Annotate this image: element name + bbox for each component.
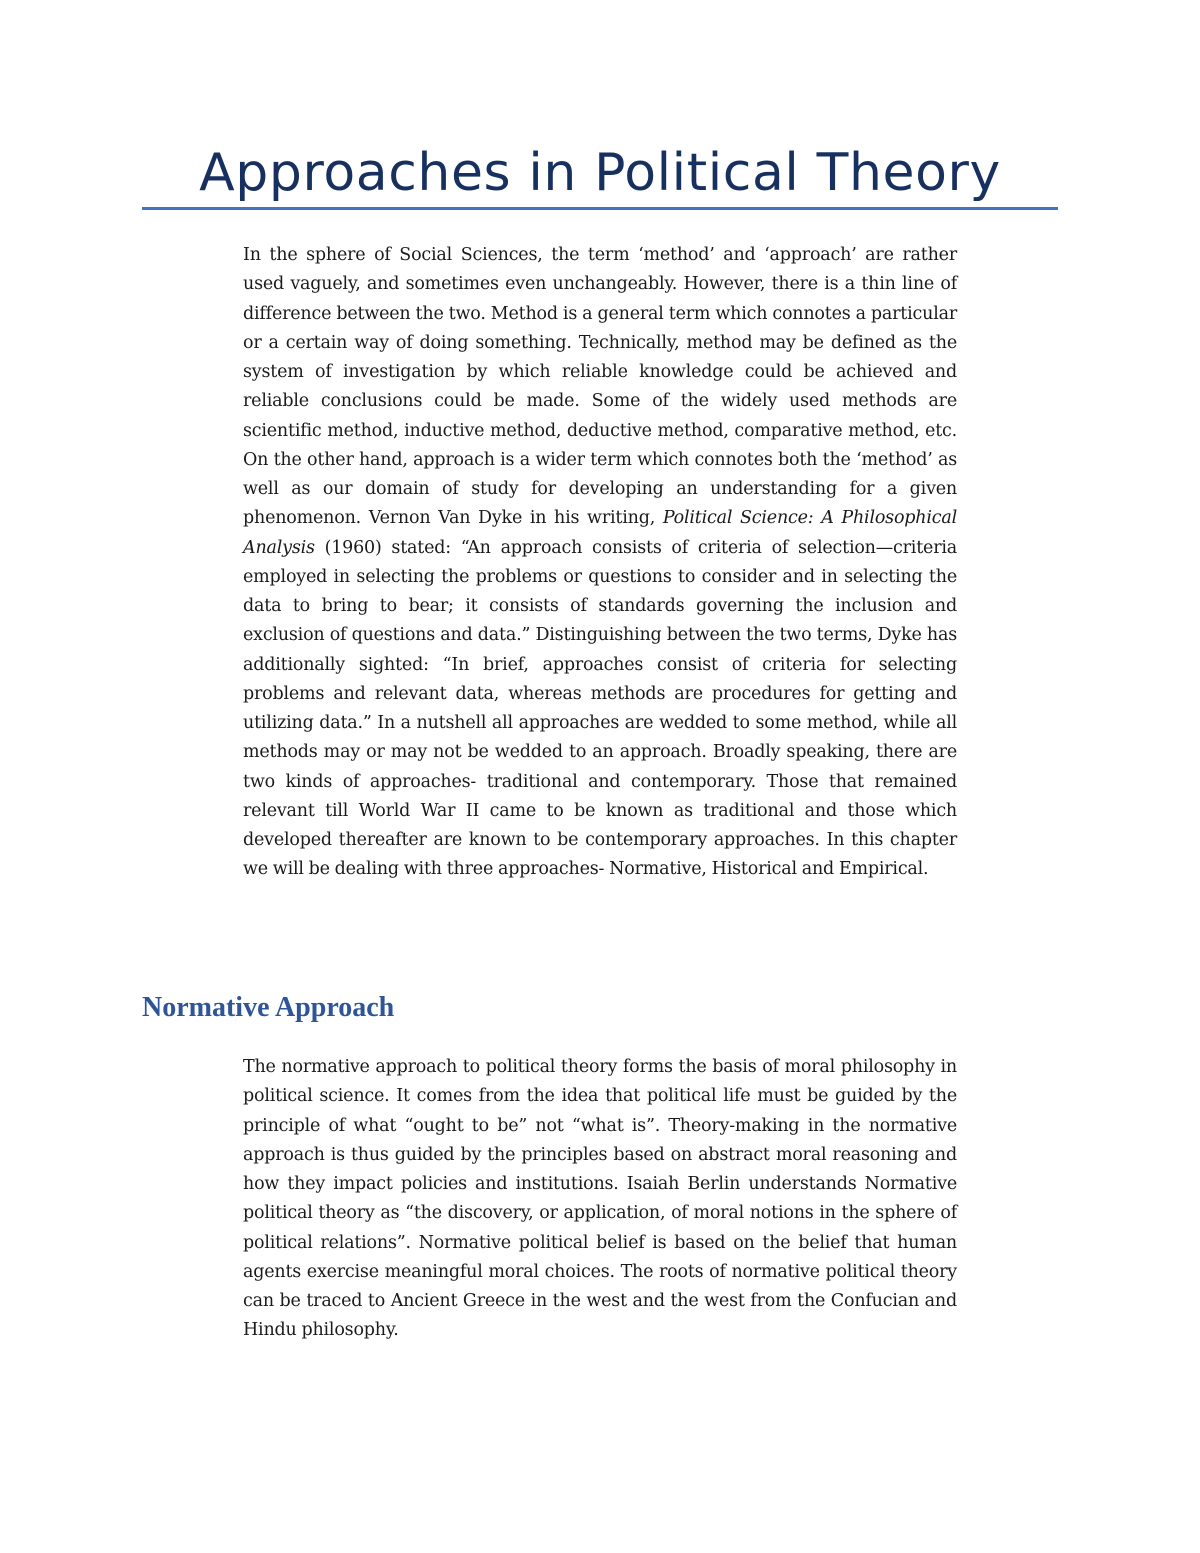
normative-paragraph: The normative approach to political theory forms the basis of moral philosophy in political science. It comes from the idea that political life must be guided by the principle of what “ought to be” not “what is”. Theory-making in the normative approach is thus guided by the principles based on abstract moral reasoning and how they impact policies and institutions. Isaiah Berlin understands Normative political theory as “the discovery, or application, of moral notions in the sphere of political relations”. Normative political belief is based on the belief that human agents exercise meaningful moral choices. The roots of normative political theory can be traced to Ancient Greece in the west and the west from the Confucian and Hindu philosophy. <box>243 1057 957 1341</box>
intro-text-part2: (1960) stated: “An approach consists of criteria of selection—criteria employed in selecting the problems or questions to consider and in selecting the data to bring to bear; it consists of standards governing the inclusion and exclusion of questions and data.” Distinguishing between the two terms, Dyke has additionally sighted: “In brief, approaches consist of criteria for selecting problems and relevant data, whereas methods are procedures for getting and utilizing data.” In a nutshell all approaches are wedded to some method, while all methods may or may not be wedded to an approach. Broadly speaking, there are two kinds of approaches- traditional and contemporary. Those that remained relevant till World War II came to be known as traditional and those which developed thereafter are known to be contemporary approaches. In this chapter we will be dealing with three approaches- Normative, Historical and Empirical. <box>243 537 957 880</box>
intro-text-part1: In the sphere of Social Sciences, the term ‘method’ and ‘approach’ are rather used vaguely, and sometimes even unchangeably. However, there is a thin line of difference between the two. Method is a general term which connotes a particular or a certain way of doing something. Technically, method may be defined as the system of investigation by which reliable knowledge could be achieved and reliable conclusions could be made. Some of the widely used methods are scientific method, inductive method, deductive method, comparative method, etc. On the other hand, approach is a wider term which connotes both the ‘method’ as well as our domain of study for developing an understanding for a given phenomenon. Vernon Van Dyke in his writing, <box>243 245 957 529</box>
document-title: Approaches in Political Theory <box>199 143 1001 203</box>
intro-paragraph <box>243 241 957 885</box>
book-title: Political Science: A Philosophical Analysis <box>243 508 957 558</box>
title-underline <box>142 207 1058 210</box>
section-heading: Normative Approach <box>142 992 395 1023</box>
